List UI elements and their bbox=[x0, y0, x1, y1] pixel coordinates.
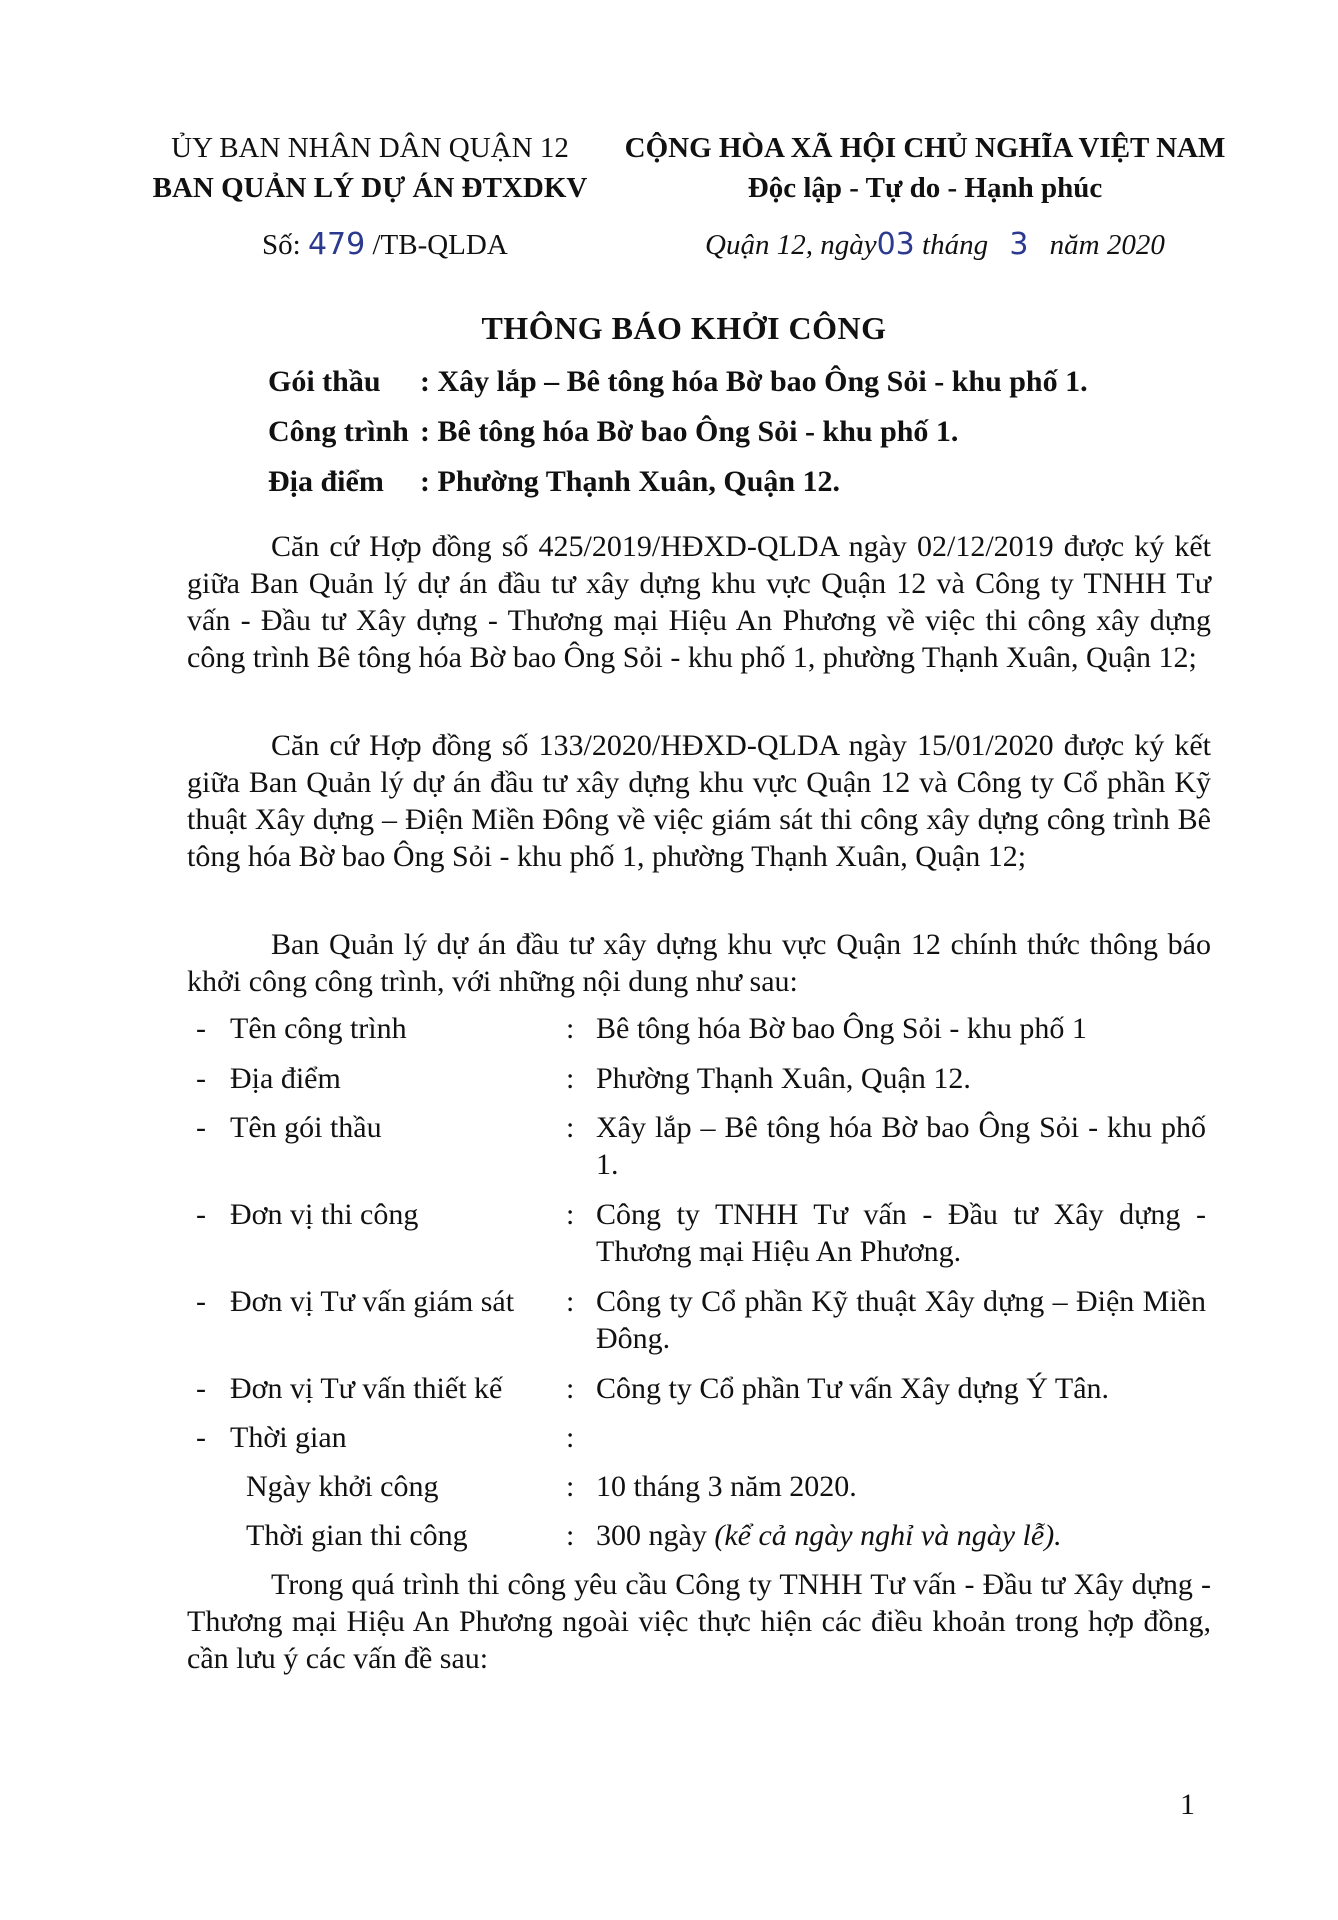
info-key: Địa điểm bbox=[268, 465, 384, 498]
document-date bbox=[705, 227, 1165, 262]
handwritten-number: 479 bbox=[307, 227, 366, 262]
month-label: tháng bbox=[922, 229, 989, 261]
info-value: : Xây lắp – Bê tông hóa Bờ bao Ông Sỏi - khu phố 1. bbox=[420, 365, 1088, 398]
duration: 300 ngày bbox=[596, 1519, 707, 1552]
info-value: : Bê tông hóa Bờ bao Ông Sỏi - khu phố 1. bbox=[420, 415, 959, 448]
detail-value: Công ty TNHH Tư vấn - Đầu tư Xây dựng - Thương mại Hiệu An Phương. bbox=[596, 1198, 1206, 1268]
paragraph-requirements bbox=[187, 1566, 1211, 1677]
detail-label: Đơn vị Tư vấn thiết kế bbox=[230, 1372, 503, 1405]
motto: Độc lập - Tự do - Hạnh phúc bbox=[747, 172, 1103, 204]
detail-colon: : bbox=[566, 1285, 575, 1318]
handwritten-month: 3 bbox=[1009, 227, 1029, 262]
detail-row bbox=[196, 1196, 1216, 1276]
date-prefix: Quận 12, ngày bbox=[705, 229, 877, 261]
detail-colon: : bbox=[566, 1012, 575, 1045]
info-row bbox=[268, 462, 1088, 502]
number-suffix: /TB-QLDA bbox=[372, 229, 508, 261]
detail-colon: : bbox=[566, 1421, 575, 1454]
document-number bbox=[262, 227, 508, 262]
schedule-row bbox=[196, 1468, 1216, 1508]
detail-colon: : bbox=[566, 1111, 575, 1144]
schedule-label: Thời gian thi công bbox=[246, 1519, 468, 1552]
detail-label: Tên công trình bbox=[230, 1012, 407, 1045]
info-key: Công trình bbox=[268, 415, 409, 448]
detail-colon: : bbox=[566, 1062, 575, 1095]
detail-value: Xây lắp – Bê tông hóa Bờ bao Ông Sỏi - khu phố 1. bbox=[596, 1111, 1206, 1181]
schedule-value bbox=[596, 1517, 1206, 1554]
detail-label: Tên gói thầu bbox=[230, 1111, 382, 1144]
national-motto bbox=[615, 128, 1235, 208]
page-number: 1 bbox=[1180, 1788, 1195, 1821]
paragraph-text: Căn cứ Hợp đồng số 133/2020/HĐXD-QLDA ngày 15/01/2020 được ký kết giữa Ban Quản lý dự án đầu tư xây dựng khu vực Quận 12 và Công ty Cổ phần Kỹ thuật Xây dựng – Điện Miền Đông về việc giám sát thi công xây dựng công trình Bê tông hóa Bờ bao Ông Sỏi - khu phố 1, phường Thạnh Xuân, Quận 12; bbox=[187, 729, 1211, 873]
detail-row bbox=[196, 1109, 1216, 1189]
issuing-authority bbox=[150, 128, 590, 208]
paragraph-text: Căn cứ Hợp đồng số 425/2019/HĐXD-QLDA ngày 02/12/2019 được ký kết giữa Ban Quản lý dự án đầu tư xây dựng khu vực Quận 12 và Công ty TNHH Tư vấn - Đầu tư Xây dựng - Thương mại Hiệu An Phương về việc thi công xây dựng công trình Bê tông hóa Bờ bao Ông Sỏi - khu phố 1, phường Thạnh Xuân, Quận 12; bbox=[187, 530, 1211, 674]
bullet-dash: - bbox=[196, 1372, 206, 1405]
paragraph-contract-supervision bbox=[187, 727, 1211, 875]
detail-value: Công ty Cổ phần Tư vấn Xây dựng Ý Tân. bbox=[596, 1372, 1110, 1405]
bullet-dash: - bbox=[196, 1198, 206, 1231]
detail-label: Địa điểm bbox=[230, 1062, 341, 1095]
detail-label: Đơn vị Tư vấn giám sát bbox=[230, 1285, 515, 1318]
handwritten-day: 03 bbox=[876, 227, 915, 262]
project-info bbox=[268, 362, 1088, 502]
detail-label: Đơn vị thi công bbox=[230, 1198, 419, 1231]
authority-line-1: ỦY BAN NHÂN DÂN QUẬN 12 bbox=[171, 132, 569, 164]
schedule-row bbox=[196, 1517, 1216, 1557]
duration-note: (kể cả ngày nghỉ và ngày lễ). bbox=[714, 1519, 1062, 1552]
detail-label: Thời gian bbox=[230, 1421, 347, 1454]
detail-colon: : bbox=[566, 1470, 575, 1503]
detail-row bbox=[196, 1283, 1216, 1363]
bullet-dash: - bbox=[196, 1062, 206, 1095]
bullet-dash: - bbox=[196, 1285, 206, 1318]
detail-colon: : bbox=[566, 1198, 575, 1231]
detail-colon: : bbox=[566, 1372, 575, 1405]
country-name: CỘNG HÒA XÃ HỘI CHỦ NGHĨA VIỆT NAM bbox=[624, 132, 1226, 164]
detail-value: Phường Thạnh Xuân, Quận 12. bbox=[596, 1062, 971, 1095]
authority-line-2: BAN QUẢN LÝ DỰ ÁN ĐTXDKV bbox=[152, 172, 588, 204]
bullet-dash: - bbox=[196, 1421, 206, 1454]
info-row bbox=[268, 412, 1088, 452]
info-key: Gói thầu bbox=[268, 365, 381, 398]
paragraph-text: Ban Quản lý dự án đầu tư xây dựng khu vực Quận 12 chính thức thông báo khởi công công trình, với những nội dung như sau: bbox=[187, 928, 1211, 998]
detail-row bbox=[196, 1370, 1216, 1410]
paragraph-text: Trong quá trình thi công yêu cầu Công ty TNHH Tư vấn - Đầu tư Xây dựng - Thương mại Hiệu An Phương ngoài việc thực hiện các điều khoản trong hợp đồng, cần lưu ý các vấn đề sau: bbox=[187, 1568, 1211, 1675]
detail-value: Bê tông hóa Bờ bao Ông Sỏi - khu phố 1 bbox=[596, 1012, 1087, 1045]
detail-colon: : bbox=[566, 1519, 575, 1552]
info-row bbox=[268, 362, 1088, 402]
schedule-label: Ngày khởi công bbox=[246, 1470, 439, 1503]
bullet-dash: - bbox=[196, 1111, 206, 1144]
detail-row bbox=[196, 1060, 1216, 1100]
year: năm 2020 bbox=[1049, 229, 1165, 261]
info-value: : Phường Thạnh Xuân, Quận 12. bbox=[420, 465, 841, 498]
number-prefix: Số: bbox=[262, 229, 301, 261]
document-title: THÔNG BÁO KHỞI CÔNG bbox=[481, 310, 887, 346]
detail-value: Công ty Cổ phần Kỹ thuật Xây dựng – Điện Miền Đông. bbox=[596, 1285, 1206, 1355]
bullet-dash: - bbox=[196, 1012, 206, 1045]
detail-row bbox=[196, 1419, 1216, 1459]
paragraph-announcement bbox=[187, 926, 1211, 1000]
detail-row bbox=[196, 1010, 1216, 1050]
schedule-value: 10 tháng 3 năm 2020. bbox=[596, 1470, 857, 1503]
paragraph-contract-construction bbox=[187, 528, 1211, 676]
